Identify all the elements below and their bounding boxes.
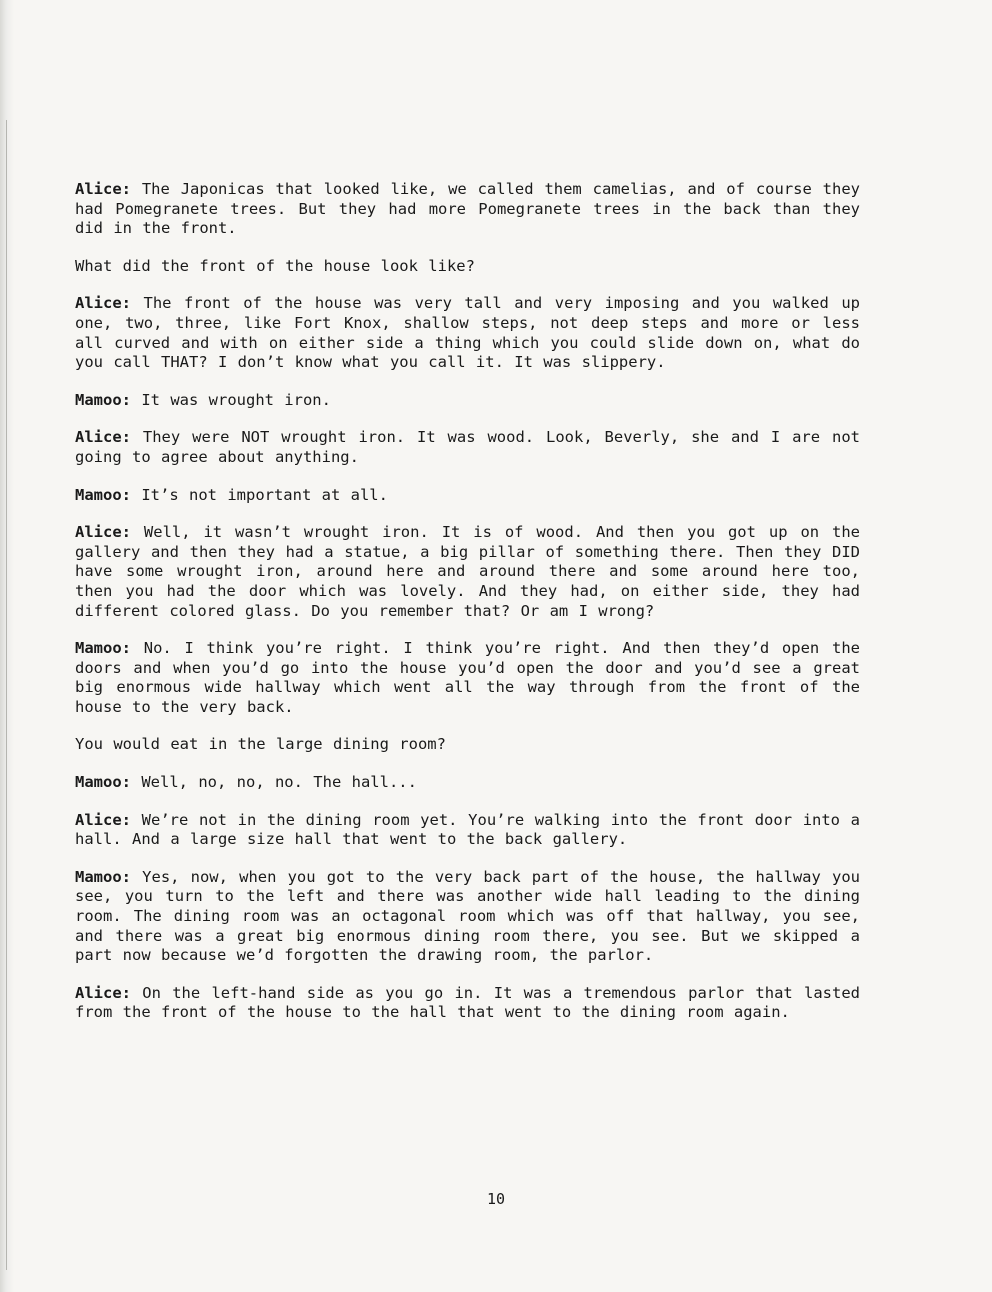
speaker-label: Alice: [75,523,131,542]
paragraph-text: The front of the house was very tall and very imposing and you walked up one, two, three, like Fort Knox, shallow steps, not deep steps and more or less all curved and with on either side a thing which you could slide down on, what do you call THAT? I don’t know what you call it. It was slippery. [75,294,860,372]
speaker-label: Alice: [75,294,131,313]
speaker-label: Mamoo: [75,390,131,409]
paragraph-text: Yes, now, when you got to the very back part of the house, the hallway you see, you turn to the left and there was another wide hall leading to the dining room. The dining room was an octagonal room which was off that hallway, you see, and there was a great big enormous dining room there, you see. But we skipped a part now because we’d forgotten the drawing room, the parlor. [75,867,860,965]
paragraph-9 [75,735,860,755]
paragraph-3 [75,294,860,372]
interviewer-question: You would eat in the large dining room? [75,735,446,754]
paragraph-text: Well, it wasn’t wrought iron. It is of wood. And then you got up on the gallery and then they had a statue, a big pillar of something there. Then they DID have some wrought iron, around here and around there and some around here too, then you had the door which was lovely. And they had, on either side, they had different colored glass. Do you remember that? Or am I wrong? [75,523,860,620]
page-number: 10 [486,1190,506,1208]
paragraph-12 [75,868,860,966]
paragraph-4 [75,391,860,411]
paragraph-text: Well, no, no, no. The hall... [131,773,417,792]
paragraph-text: The Japonicas that looked like, we called them camelias, and of course they had Pomegranete trees. But they had more Pomegranete trees in the back than they did in the front. [75,180,860,238]
speaker-label: Alice: [75,428,131,447]
paragraph-6 [75,486,860,506]
paragraph-text: It’s not important at all. [131,485,388,504]
speaker-label: Mamoo: [75,485,131,504]
paragraph-text: We’re not in the dining room yet. You’re walking into the front door into a hall. And a large size hall that went to the back gallery. [75,810,860,849]
paragraph-13 [75,984,860,1023]
speaker-label: Mamoo: [75,639,131,658]
speaker-label: Mamoo: [75,773,131,792]
interviewer-question: What did the front of the house look like? [75,256,475,275]
speaker-label: Alice: [75,983,131,1002]
page-edge-shadow [0,0,14,1292]
page-edge-line [6,120,7,1270]
paragraph-5 [75,428,860,467]
speaker-label: Alice: [75,180,131,198]
paragraph-text: No. I think you’re right. I think you’re right. And then they’d open the doors and when you’d go into the house you’d open the door and you’d see a great big enormous wide hallway which went all the way through from the front of the house to the very back. [75,639,860,716]
paragraph-7 [75,523,860,621]
paragraph-8 [75,639,860,717]
speaker-label: Mamoo: [75,867,131,886]
paragraph-10 [75,773,860,793]
paragraph-1 [75,180,860,239]
paragraph-11 [75,811,860,850]
transcript-body [75,180,860,1041]
speaker-label: Alice: [75,810,131,829]
paragraph-text: They were NOT wrought iron. It was wood. Look, Beverly, she and I are not going to agree about anything. [75,428,860,466]
paragraph-text: On the left-hand side as you go in. It was a tremendous parlor that lasted from the front of the house to the hall that went to the dining room again. [75,983,860,1022]
paragraph-text: It was wrought iron. [131,390,331,409]
paragraph-2 [75,257,860,277]
